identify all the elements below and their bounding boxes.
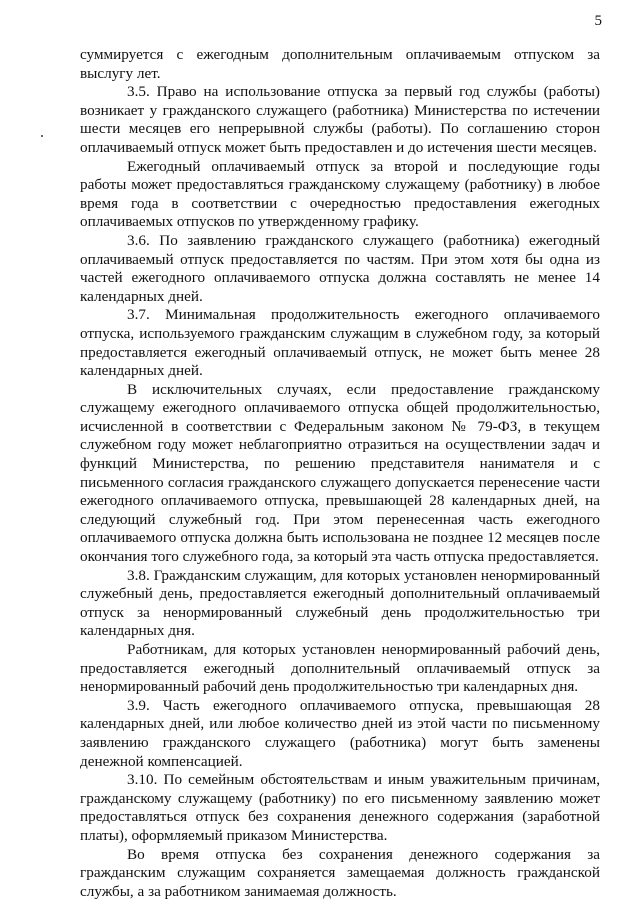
body-text [80,46,600,901]
paragraph-3-8: 3.8. Гражданским служащим, для которых установлен ненормированный служебный день, предоставляется ежегодный дополнительный оплачиваемый отпуск за ненормированный служебный день продолжительностью три календарных дня. [80,566,600,640]
paragraph-annual-leave-schedule: Ежегодный оплачиваемый отпуск за второй и последующие годы работы может предоставляться гражданскому служащему (работнику) в любое время года в соответствии с очередностью предоставления ежегодных оплачиваемых отпусков по утвержденному графику. [80,157,600,231]
paragraph-unpaid-leave-position: Во время отпуска без сохранения денежного содержания за гражданским служащим сохраняется замещаемая должность гражданской службы, а за работником занимаемая должность. [80,845,600,900]
margin-mark [41,135,43,137]
paragraph-3-7: 3.7. Минимальная продолжительность ежегодного оплачиваемого отпуска, используемого гражданским служащим в служебном году, за который предоставляется ежегодный оплачиваемый отпуск, не может быть менее 28 календарных дней. [80,306,600,380]
paragraph-continuation: суммируется с ежегодным дополнительным оплачиваемым отпуском за выслугу лет. [80,46,600,82]
paragraph-workers-irregular-day: Работникам, для которых установлен ненормированный рабочий день, предоставляется ежегодный дополнительный оплачиваемый отпуск за ненормированный рабочий день продолжительностью три календарных дня. [80,641,600,696]
paragraph-exceptional-cases: В исключительных случаях, если предоставление гражданскому служащему ежегодного оплачиваемого отпуска общей продолжительностью, исчисленной в соответствии с Федеральным законом № 79-ФЗ, в текущем служебном году может неблагоприятно отразиться на осуществлении задач и функций Министерства, по решению представителя нанимателя и с письменного согласия гражданского служащего допускается перенесение части ежегодного оплачиваемого отпуска, превышающей 28 календарных дней, на следующий служебный год. При этом перенесенная часть ежегодного оплачиваемого отпуска должна быть использована не позднее 12 месяцев после окончания того служебного года, за который эта часть отпуска предоставляется. [80,380,600,566]
paragraph-3-10: 3.10. По семейным обстоятельствам и иным уважительным причинам, гражданскому служащему (работнику) по его письменному заявлению может предоставляться отпуск без сохранения денежного содержания (заработной платы), оформляемый приказом Министерства. [80,771,600,844]
paragraph-3-5: 3.5. Право на использование отпуска за первый год службы (работы) возникает у гражданского служащего (работника) Министерства по истечении шести месяцев его непрерывной службы (работы). По соглашению сторон оплачиваемый отпуск может быть предоставлен и до истечения шести месяцев. [80,83,600,156]
paragraph-3-9: 3.9. Часть ежегодного оплачиваемого отпуска, превышающая 28 календарных дней, или любое количество дней из этой части по письменному заявлению гражданского служащего (работника) могут быть заменены денежной компенсацией. [80,696,600,770]
paragraph-3-6: 3.6. По заявлению гражданского служащего (работника) ежегодный оплачиваемый отпуск предоставляется по частям. При этом хотя бы одна из частей ежегодного оплачиваемого отпуска должна составлять не менее 14 календарных дней. [80,231,600,305]
page-number: 5 [594,13,602,29]
